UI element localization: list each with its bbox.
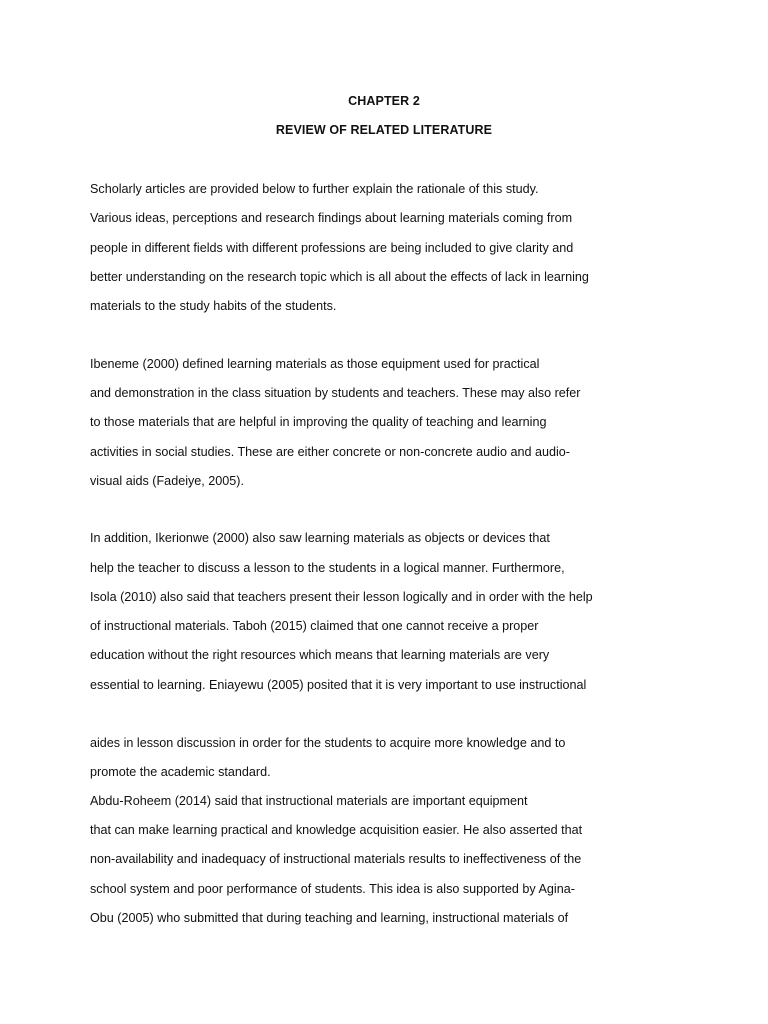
- text-line: Scholarly articles are provided below to further explain the rationale of this study.: [90, 182, 539, 196]
- text-line: people in different fields with different professions are being included to give clarity and: [90, 241, 574, 255]
- text-line: visual aids (Fadeiye, 2005).: [90, 474, 245, 488]
- text-line: Abdu-Roheem (2014) said that instructional materials are important equipment: [90, 794, 528, 808]
- text-line: non-availability and inadequacy of instructional materials results to ineffectiveness of the: [90, 852, 582, 866]
- text-line: of instructional materials. Taboh (2015) claimed that one cannot receive a proper: [90, 619, 539, 633]
- text-line: and demonstration in the class situation by students and teachers. These may also refer: [90, 386, 581, 400]
- text-line: Ibeneme (2000) defined learning materials as those equipment used for practical: [90, 357, 540, 371]
- text-line: better understanding on the research topic which is all about the effects of lack in learning: [90, 270, 589, 284]
- text-line: to those materials that are helpful in improving the quality of teaching and learning: [90, 415, 547, 429]
- text-line: Isola (2010) also said that teachers present their lesson logically and in order with the help: [90, 590, 593, 604]
- text-line: school system and poor performance of students. This idea is also supported by Agina-: [90, 882, 575, 896]
- text-line: promote the academic standard.: [90, 765, 271, 779]
- text-line: In addition, Ikerionwe (2000) also saw learning materials as objects or devices that: [90, 531, 550, 545]
- text-line: activities in social studies. These are either concrete or non-concrete audio and audio-: [90, 445, 571, 459]
- text-line: that can make learning practical and knowledge acquisition easier. He also asserted that: [90, 823, 583, 837]
- text-line: education without the right resources which means that learning materials are very: [90, 648, 550, 662]
- text-line: essential to learning. Eniayewu (2005) posited that it is very important to use instructional: [90, 678, 587, 692]
- chapter-title: REVIEW OF RELATED LITERATURE: [275, 123, 493, 137]
- text-line: Obu (2005) who submitted that during teaching and learning, instructional materials of: [90, 911, 569, 925]
- text-line: Various ideas, perceptions and research findings about learning materials coming from: [90, 211, 573, 225]
- chapter-heading: CHAPTER 2: [348, 94, 420, 108]
- text-line: help the teacher to discuss a lesson to the students in a logical manner. Furthermore,: [90, 561, 565, 575]
- text-line: aides in lesson discussion in order for the students to acquire more knowledge and to: [90, 736, 566, 750]
- text-line: materials to the study habits of the students.: [90, 299, 337, 313]
